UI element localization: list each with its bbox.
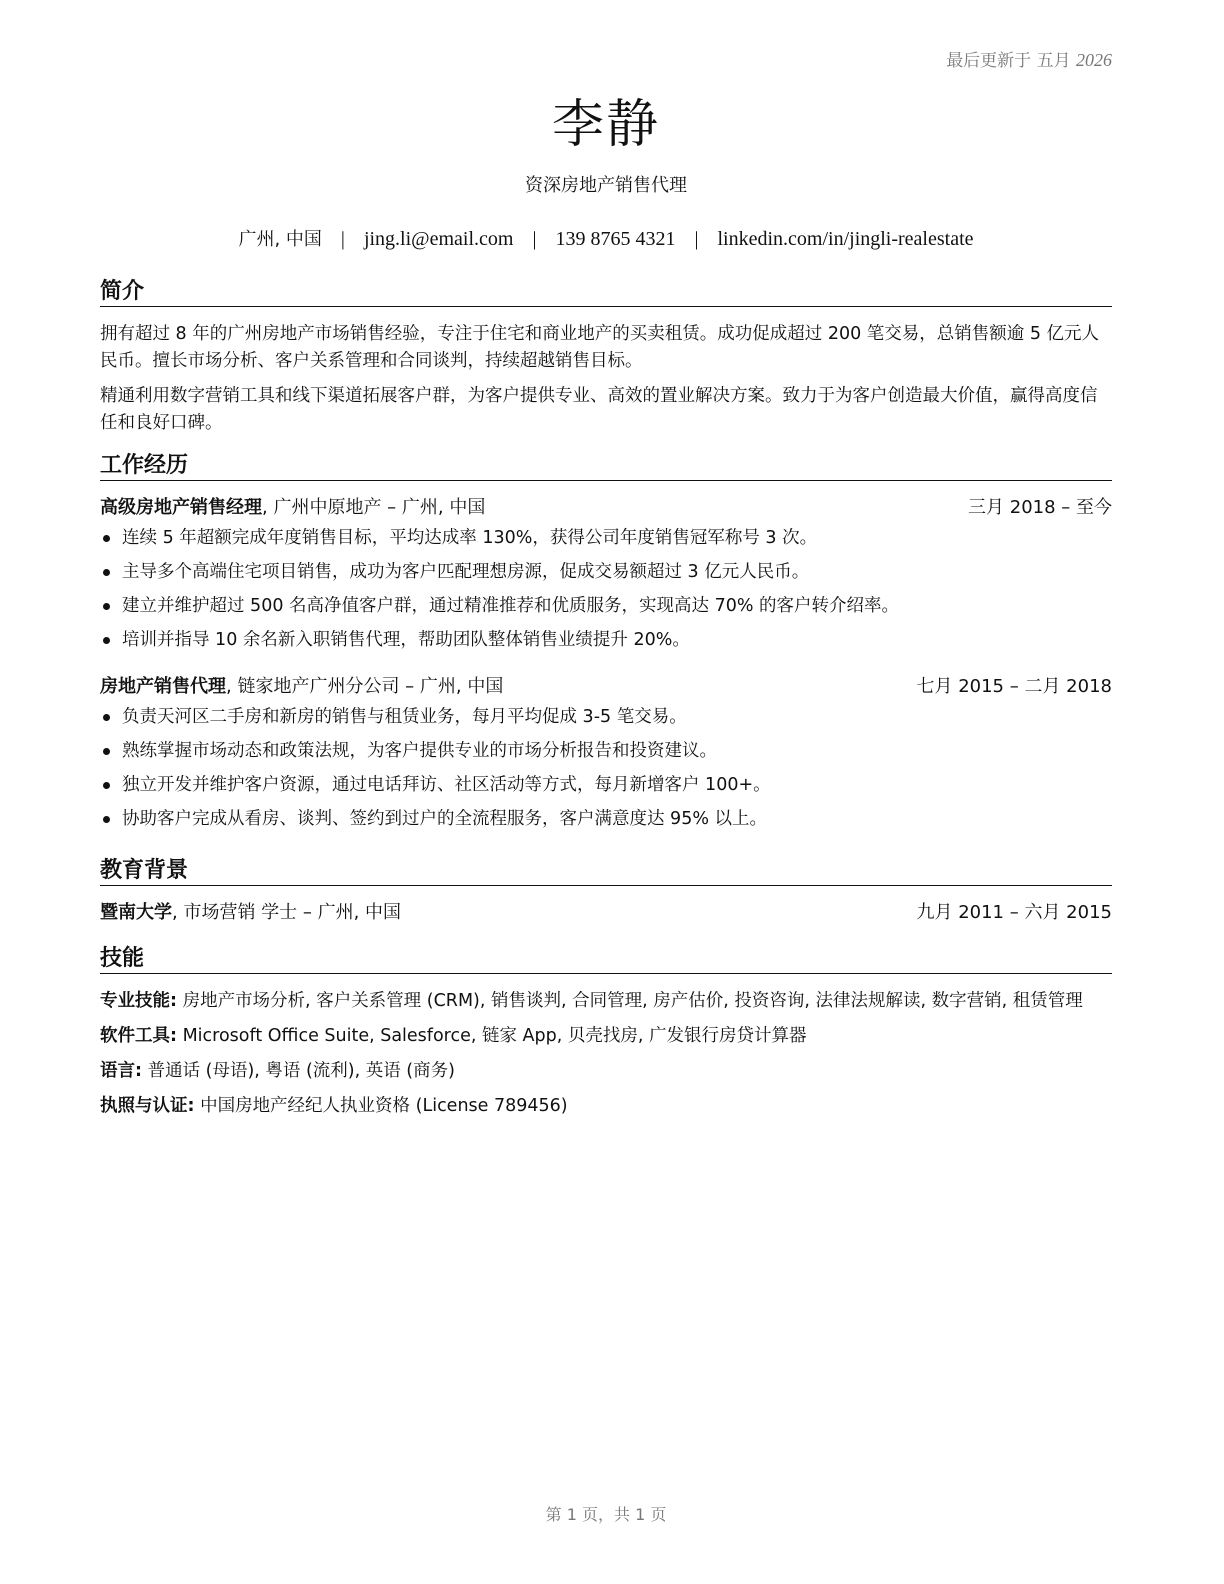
education-school: 暨南大学 (100, 902, 172, 923)
skill-value: Microsoft Office Suite, Salesforce, 链家 App, 贝壳找房, 广发银行房贷计算器 (177, 1026, 807, 1046)
section-title-summary: 简介 (100, 278, 1112, 307)
resume-page (100, 0, 1112, 1584)
job-role: 高级房地产销售经理 (100, 497, 262, 518)
last-updated-year: 2026 (1076, 50, 1112, 70)
job-header (100, 674, 1112, 700)
summary-section (100, 278, 1112, 437)
job-role: 房地产销售代理 (100, 676, 226, 697)
contact-separator: | (340, 228, 345, 250)
job-org: , 广州中原地产 – 广州, 中国 (262, 497, 486, 518)
skill-line (100, 988, 1112, 1015)
section-title-education: 教育背景 (100, 857, 1112, 886)
job-entry (100, 674, 1112, 836)
job-bullet: 协助客户完成从看房、谈判、签约到过户的全流程服务，客户满意度达 95% 以上。 (100, 802, 1112, 836)
section-title-skills: 技能 (100, 945, 1112, 974)
last-updated-label: 最后更新于 五月 (946, 51, 1071, 71)
education-entry (100, 900, 1112, 926)
job-bullets (100, 521, 1112, 657)
job-bullet: 主导多个高端住宅项目销售，成功为客户匹配理想房源，促成交易额超过 3 亿元人民币。 (100, 555, 1112, 589)
experience-section (100, 452, 1112, 836)
skill-label: 执照与认证: (100, 1096, 195, 1116)
job-bullet: 连续 5 年超额完成年度销售目标，平均达成率 130%，获得公司年度销售冠军称号 3 次。 (100, 521, 1112, 555)
job-bullets (100, 700, 1112, 836)
skill-line (100, 1058, 1112, 1085)
job-dates: 三月 2018 – 至今 (968, 497, 1112, 518)
education-detail: , 市场营销 学士 – 广州, 中国 (172, 902, 402, 923)
page-footer: 第 1 页，共 1 页 (545, 1505, 667, 1524)
job-bullet: 培训并指导 10 余名新入职销售代理，帮助团队整体销售业绩提升 20%。 (100, 623, 1112, 657)
job-entry (100, 495, 1112, 657)
education-dates: 九月 2011 – 六月 2015 (916, 902, 1112, 923)
skill-value: 中国房地产经纪人执业资格 (License 789456) (194, 1096, 568, 1116)
job-org: , 链家地产广州分公司 – 广州, 中国 (226, 676, 504, 697)
contact-phone: 139 8765 4321 (555, 228, 676, 250)
job-dates: 七月 2015 – 二月 2018 (916, 676, 1112, 697)
skill-label: 软件工具: (100, 1026, 177, 1046)
job-bullet: 负责天河区二手房和新房的销售与租赁业务，每月平均促成 3-5 笔交易。 (100, 700, 1112, 734)
candidate-name: 李静 (551, 95, 660, 155)
job-bullet: 独立开发并维护客户资源，通过电话拜访、社区活动等方式，每月新增客户 100+。 (100, 768, 1112, 802)
contact-email-link[interactable]: jing.li@email.com (363, 228, 514, 250)
skill-label: 专业技能: (100, 991, 177, 1011)
contact-separator: | (532, 228, 537, 250)
contact-linkedin-link[interactable]: linkedin.com/in/jingli-realestate (717, 228, 974, 250)
contact-separator: | (694, 228, 699, 250)
summary-paragraph: 拥有超过 8 年的广州房地产市场销售经验，专注于住宅和商业地产的买卖租赁。成功促成超过 200 笔交易，总销售额逾 5 亿元人民币。擅长市场分析、客户关系管理和合同谈判，持续超越销售目标。 (100, 324, 1100, 371)
contact-line (100, 225, 1112, 251)
skill-value: 普通话 (母语), 粤语 (流利), 英语 (商务) (142, 1061, 455, 1081)
job-bullet: 建立并维护超过 500 名高净值客户群，通过精准推荐和优质服务，实现高达 70% 的客户转介绍率。 (100, 589, 1112, 623)
skill-label: 语言: (100, 1061, 142, 1081)
contact-location: 广州, 中国 (238, 229, 322, 250)
last-updated (946, 46, 1112, 71)
education-section (100, 857, 1112, 926)
skills-section (100, 945, 1112, 1120)
job-header (100, 495, 1112, 521)
section-title-experience: 工作经历 (100, 452, 1112, 481)
summary-paragraph: 精通利用数字营销工具和线下渠道拓展客户群，为客户提供专业、高效的置业解决方案。致力于为客户创造最大价值，赢得高度信任和良好口碑。 (100, 386, 1098, 433)
candidate-headline: 资深房地产销售代理 (525, 175, 687, 196)
skill-line (100, 1093, 1112, 1120)
job-bullet: 熟练掌握市场动态和政策法规，为客户提供专业的市场分析报告和投资建议。 (100, 734, 1112, 768)
skill-line (100, 1023, 1112, 1050)
skill-value: 房地产市场分析, 客户关系管理 (CRM), 销售谈判, 合同管理, 房产估价, 投资咨询, 法律法规解读, 数字营销, 租赁管理 (177, 991, 1083, 1011)
